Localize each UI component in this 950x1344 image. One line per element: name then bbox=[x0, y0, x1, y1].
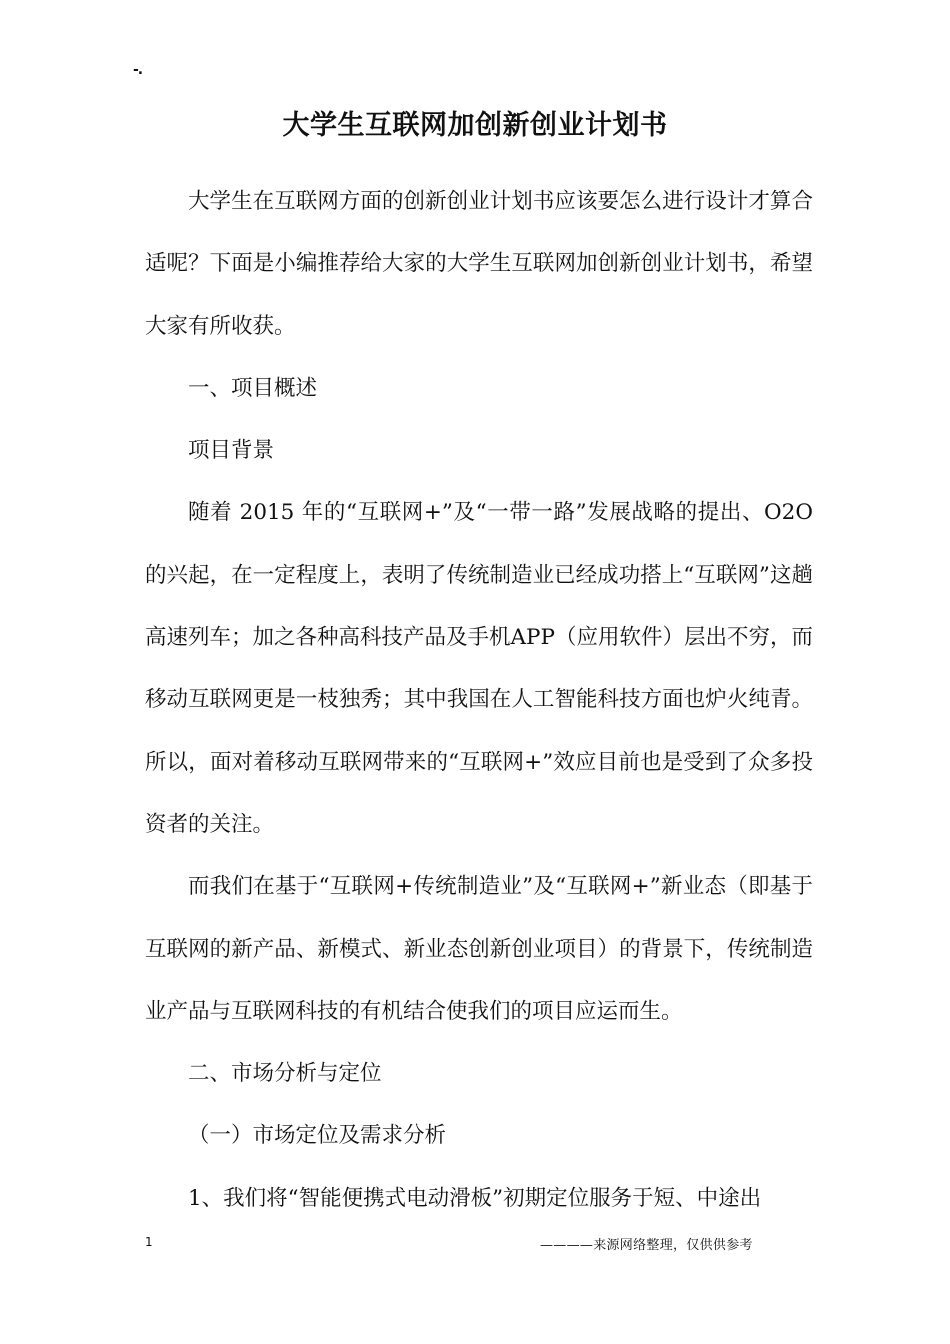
heading-market-positioning: （一）市场定位及需求分析 bbox=[188, 1123, 447, 1149]
paragraph-positioning-1: 1、我们将“智能便携式电动滑板”初期定位服务于短、中途出 bbox=[188, 1185, 762, 1211]
heading-project-background: 项目背景 bbox=[188, 438, 275, 464]
document-body bbox=[145, 171, 813, 1230]
corner-mark: -. bbox=[133, 62, 143, 78]
paragraph-project-origin: 而我们在基于“互联网+传统制造业”及“互联网+”新业态（即基于互联网的新产品、新模式、新业态创新创业项目）的背景下，传统制造业产品与互联网科技的有机结合使我们的项目应运而生。 bbox=[145, 874, 813, 1024]
document-title: 大学生互联网加创新创业计划书 bbox=[282, 110, 668, 141]
paragraph-background: 随着 2015 年的“互联网+”及“一带一路”发展战略的提出、O2O 的兴起，在一定程度上，表明了传统制造业已经成功搭上“互联网”这趟高速列车；加之各种高科技产品及手机APP（应用软件）层出不穷，而移动互联网更是一枝独秀；其中我国在人工智能科技方面也炉火纯青。所以，面对着移动互联网带来的“互联网+”效应目前也是受到了众多投资者的关注。 bbox=[145, 500, 813, 837]
footer-source-note: ————来源网络整理，仅供供参考 bbox=[540, 1238, 753, 1253]
heading-market-analysis: 二、市场分析与定位 bbox=[188, 1061, 382, 1087]
heading-project-overview: 一、项目概述 bbox=[188, 375, 318, 401]
page-number: 1 bbox=[145, 1235, 153, 1249]
paragraph-intro: 大学生在互联网方面的创新创业计划书应该要怎么进行设计才算合适呢？下面是小编推荐给大家的大学生互联网加创新创业计划书，希望大家有所收获。 bbox=[145, 189, 813, 339]
